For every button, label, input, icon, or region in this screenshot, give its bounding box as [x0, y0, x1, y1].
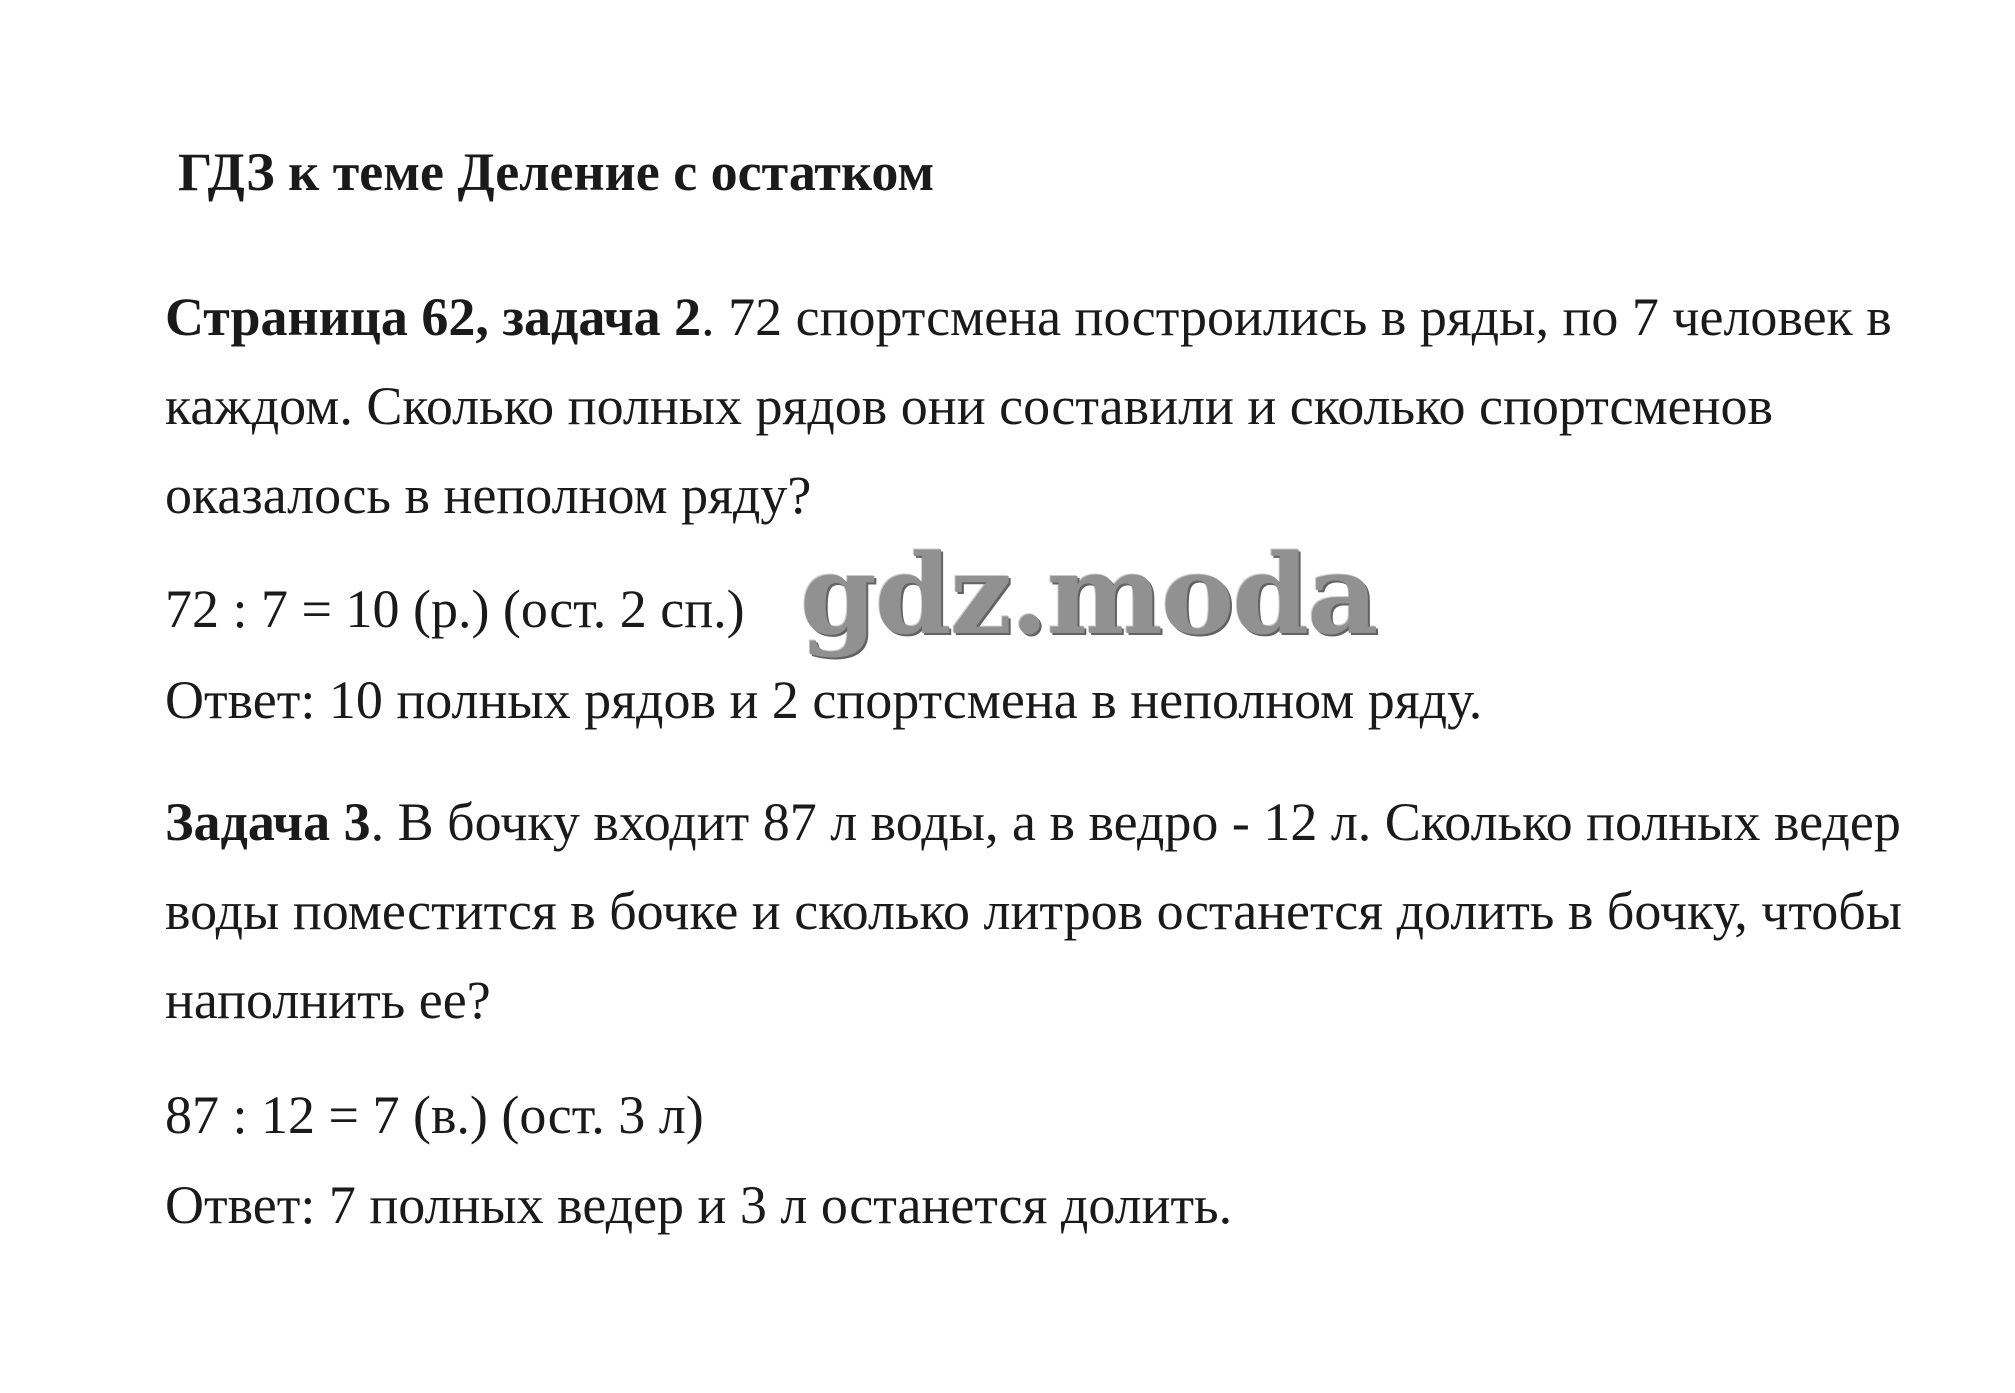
task-3-text: . В бочку входит 87 л воды, а в ведро - 12 л. Сколько полных ведер воды поместится в бочке и сколько литров останется долить в бочку, чтобы наполнить ее?: [165, 792, 1903, 1030]
task-3-calculation: 87 : 12 = 7 (в.) (ост. 3 л): [165, 1085, 704, 1145]
task-2-text: . 72 спортсмена построились в ряды, по 7 человек в каждом. Сколько полных рядов они составили и сколько спортсменов оказалось в неполном ряду?: [165, 287, 1892, 525]
page-title: ГДЗ к теме Деление с остатком: [178, 142, 935, 202]
task-2-label: Страница 62, задача 2: [165, 287, 702, 347]
task-3-statement: [165, 778, 1985, 1045]
task-3-label: Задача 3: [165, 792, 371, 852]
watermark-logo: gdz.moda: [800, 530, 1377, 659]
task-3-answer: Ответ: 7 полных ведер и 3 л останется долить.: [165, 1175, 1233, 1235]
task-2-statement: [165, 273, 1985, 540]
task-2-calculation: 72 : 7 = 10 (р.) (ост. 2 сп.): [165, 579, 745, 639]
task-2-answer: Ответ: 10 полных рядов и 2 спортсмена в неполном ряду.: [165, 670, 1483, 730]
